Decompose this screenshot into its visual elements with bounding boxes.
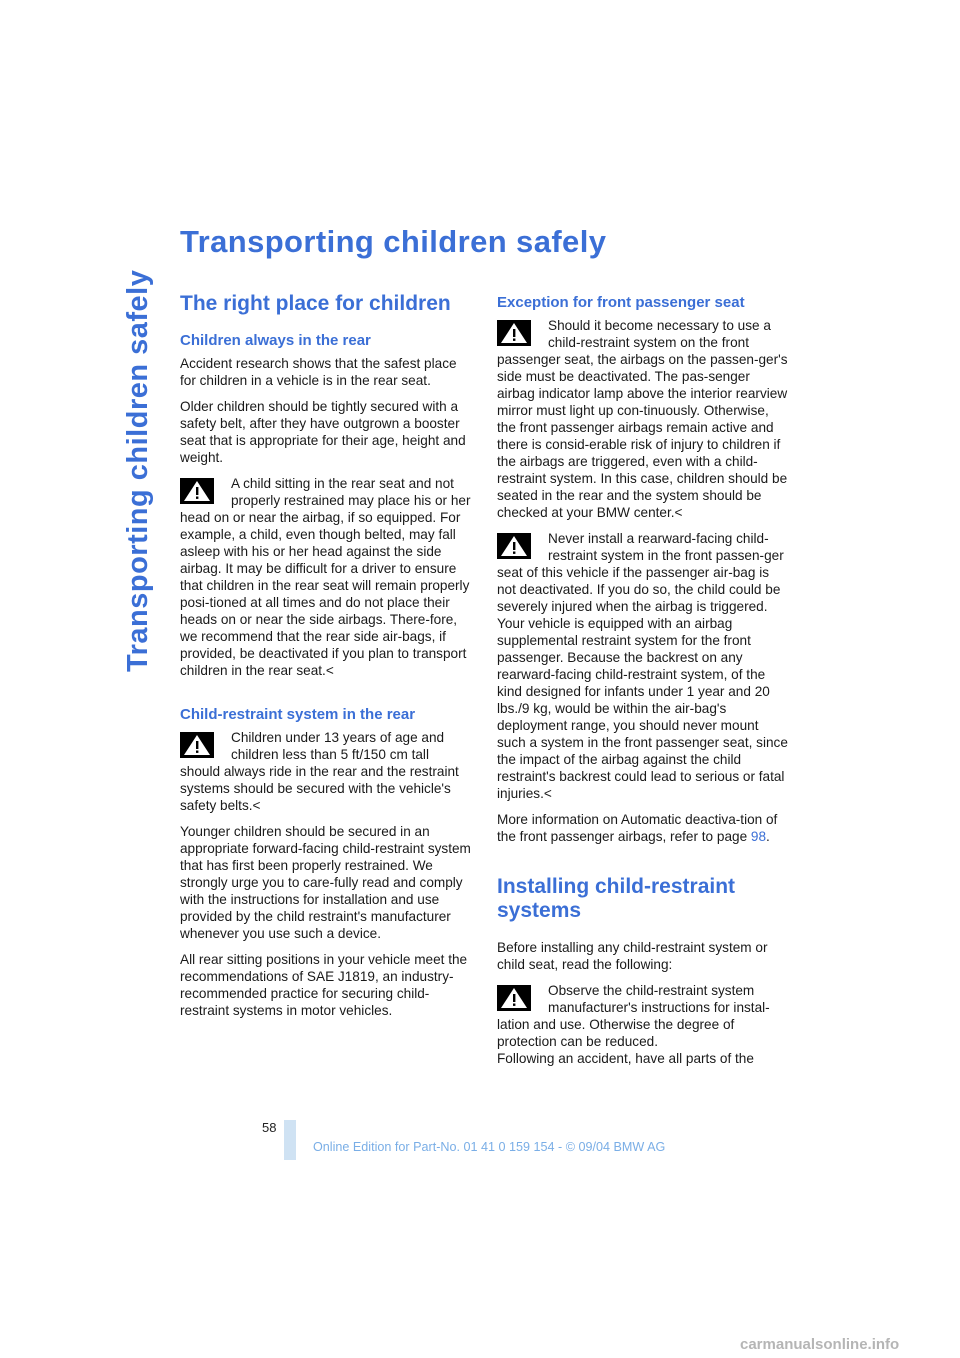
page-title: Transporting children safely <box>180 224 607 259</box>
page-number: 58 <box>262 1120 277 1135</box>
warning-text-accident: Following an accident, have all parts of the <box>497 1051 754 1067</box>
warning-triangle-icon <box>497 533 531 559</box>
footer-edition-text: Online Edition for Part-No. 01 41 0 159 154 - © 09/04 BMW AG <box>313 1140 666 1154</box>
warning-block-front-seat <box>497 317 789 530</box>
paragraph-rear-positions: All rear sitting positions in your vehicle meet the recommendations of SAE J1819, an industry-recommended practice for securing child-restraint systems in motor vehicles. <box>180 952 468 1019</box>
warning-block-rearward-facing <box>497 530 789 811</box>
paragraph-older-children: Older children should be tightly secured with a safety belt, after they have outgrown a booster seat that is appropriate for their age, height and weight. <box>180 399 466 466</box>
right-column <box>497 294 789 1076</box>
subheading-exception-front: Exception for front passenger seat <box>497 294 745 311</box>
paragraph-younger-children: Younger children should be secured in an appropriate forward-facing child-restraint system that has first been properly restrained. We strongly urge you to care-fully read and comply with the instructions for installation and use provided by the child restraint's manufacturer whenever you use such a device. <box>180 824 471 942</box>
warning-text-manufacturer: Observe the child-restraint system manufacturer's instructions for instal-lation and use. Otherwise the degree of protection can be reduced. <box>497 983 770 1050</box>
warning-triangle-icon <box>180 732 214 758</box>
more-info-period: . <box>766 829 770 844</box>
subheading-restraint-rear: Child-restraint system in the rear <box>180 706 416 724</box>
more-info-text: More information on Automatic deactiva-tion of the front passenger airbags, refer to page <box>497 812 778 844</box>
warning-triangle-icon <box>180 478 214 504</box>
warning-text-under-13: Children under 13 years of age and children less than 5 ft/150 cm tall should always ride in the rear and the restraint systems should be secured with the vehicle's safety belts.< <box>180 730 459 814</box>
subheading-children-rear: Children always in the rear <box>180 332 371 350</box>
warning-triangle-icon <box>497 320 531 346</box>
footer-accent-bar <box>284 1120 296 1160</box>
page-98-link[interactable]: 98 <box>750 829 767 844</box>
warning-block-rear-airbag <box>180 475 472 688</box>
section-heading-installing: Installing child-restraint systems <box>497 875 736 923</box>
warning-block-under-13 <box>180 729 472 823</box>
warning-triangle-icon <box>497 985 531 1011</box>
warning-text-rearward-facing-cont: Your vehicle is equipped with an airbag supplemental restraint system for the front passenger. Because the backrest on any rearward-facing child-restraint system, of the kind designed for infants under 1 year and 20 lbs./9 kg, would be within the air-bag's deployment range, you should never mount such a system in the front passenger seat, since the impact of the airbag against the child restraint's backrest could lead to serious or fatal injuries.< <box>497 616 788 801</box>
paragraph-before-installing: Before installing any child-restraint system or child seat, read the following: <box>497 940 768 973</box>
warning-text-front-seat: Should it become necessary to use a child-restraint system on the front passenger seat, the airbags on the passen-ger's side must be deactivated. The pas-senger airbag indicator lamp above the interior rearview mirror must light up con-tinuously. Otherwise, the front passenger airbags remain active and there is consid-erable risk of injury to children if the airbags are triggered, even with a child-restraint system. In this case, children should be seated in the rear and the system should be checked at your BMW center.< <box>497 318 788 520</box>
section-heading-right-place: The right place for children <box>180 292 451 315</box>
watermark-logo: carmanualsonline.info <box>740 1336 900 1353</box>
side-chapter-title: Transporting children safely <box>122 269 154 672</box>
paragraph-accident-research: Accident research shows that the safest place for children in a vehicle is in the rear seat. <box>180 356 457 389</box>
warning-block-manufacturer <box>497 982 789 1076</box>
left-column <box>180 292 472 1028</box>
paragraph-more-information <box>497 811 789 845</box>
warning-text-rear-airbag: A child sitting in the rear seat and not properly restrained may place his or her head on or near the airbag, if so equipped. For example, a child, even though belted, may fall asleep with his or her head against the side airbag. It may be difficult for a driver to ensure that children in the rear seat will remain properly posi-tioned at all times and do not place their heads on or near the side airbags. There-fore, we recommend that the rear side air-bags, if provided, be deactivated if you plan to transport children in the rear seat.< <box>180 476 471 679</box>
warning-text-rearward-facing: Never install a rearward-facing child-restraint system in the front passen-ger seat of this vehicle if the passenger air-bag is not deactivated. If you do so, the child could be severely injured when the airbag is triggered. <box>497 531 784 614</box>
